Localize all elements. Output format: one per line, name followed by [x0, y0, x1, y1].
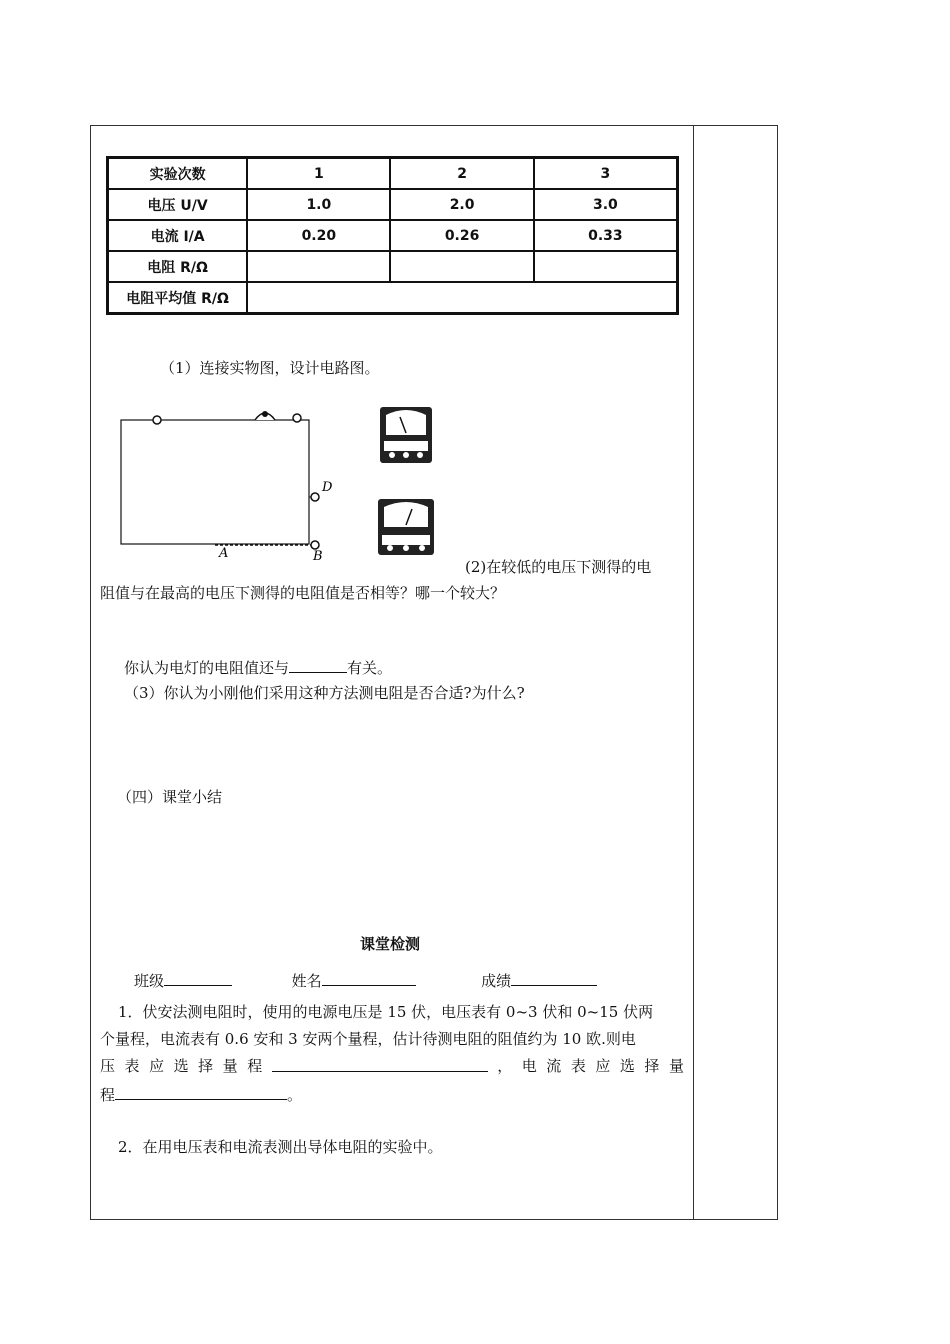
table-cell [534, 251, 678, 282]
char: 择 [198, 1057, 214, 1075]
char: 压 [100, 1057, 116, 1075]
ammeter-range-blank[interactable] [115, 1083, 287, 1100]
char: 应 [595, 1057, 611, 1075]
table-row [108, 251, 678, 282]
frame-divider [693, 125, 694, 1220]
class-label: 班级 [134, 972, 165, 990]
voltmeter-icon [376, 495, 438, 559]
char: 应 [149, 1057, 165, 1075]
table-cell: 1.0 [247, 189, 390, 220]
table-cell: 3.0 [534, 189, 678, 220]
problem-1-line2: 个量程，电流表有 0.6 安和 3 安两个量程，估计待测电阻的阻值约为 10 欧.则电 [100, 1030, 636, 1048]
row-label: 电阻平均值 R/Ω [108, 282, 248, 314]
score-label: 成绩 [481, 972, 512, 990]
question-2-fill [124, 655, 392, 681]
table-cell [247, 251, 390, 282]
char: 表 [124, 1057, 140, 1075]
table-header-cell: 实验次数 [108, 158, 248, 190]
name-field[interactable] [322, 969, 416, 986]
row-label: 电压 U/V [108, 189, 248, 220]
label-d: D [322, 480, 333, 495]
question-3: （3）你认为小刚他们采用这种方法测电阻是否合适?为什么? [124, 684, 525, 702]
table-cell: 0.26 [390, 220, 533, 251]
char: 程 [247, 1057, 263, 1075]
comma: ， [497, 1057, 513, 1075]
fill-suffix: 有关。 [347, 659, 393, 677]
answer-blank[interactable] [289, 656, 347, 673]
char: 电 [521, 1057, 537, 1075]
data-table [106, 156, 679, 315]
student-info [134, 968, 597, 994]
problem-1-line4 [100, 1082, 302, 1108]
table-cell: 0.20 [247, 220, 390, 251]
table-cell [247, 282, 677, 314]
question-2-line2: 阻值与在最高的电压下测得的电阻值是否相等？哪一个较大？ [100, 584, 506, 602]
char: 量 [668, 1057, 684, 1075]
table-cell: 2.0 [390, 189, 533, 220]
table-row [108, 158, 678, 190]
char: 流 [546, 1057, 562, 1075]
fill-prefix: 你认为电灯的电阻值还与 [124, 659, 290, 677]
char: 择 [644, 1057, 660, 1075]
row-label: 电阻 R/Ω [108, 251, 248, 282]
row-label: 电流 I/A [108, 220, 248, 251]
question-2-line1: (2)在较低的电压下测得的电 [465, 558, 652, 576]
section-summary: （四）课堂小结 [117, 788, 223, 806]
section-heading: 课堂检测 [359, 935, 420, 953]
problem-1-line1: 1．伏安法测电阻时，使用的电源电压是 15 伏，电压表有 0~3 伏和 0~15 伏两 [118, 1003, 654, 1021]
question-1: （1）连接实物图，设计电路图。 [160, 359, 380, 377]
circuit-diagram [115, 405, 345, 565]
table-header-cell: 2 [390, 158, 533, 190]
name-label: 姓名 [291, 972, 322, 990]
table-cell: 0.33 [534, 220, 678, 251]
char: 选 [173, 1057, 189, 1075]
table-row [108, 189, 678, 220]
score-field[interactable] [511, 969, 597, 986]
voltmeter-range-blank[interactable] [272, 1055, 488, 1072]
char: 程 [100, 1086, 116, 1104]
problem-1-line3 [100, 1055, 684, 1076]
table-cell [390, 251, 533, 282]
char: 表 [570, 1057, 586, 1075]
problem-2: 2．在用电压表和电流表测出导体电阻的实验中。 [118, 1138, 443, 1156]
table-row [108, 220, 678, 251]
label-a: A [219, 546, 229, 561]
table-row [108, 282, 678, 314]
table-header-cell: 1 [247, 158, 390, 190]
label-b: B [313, 549, 323, 564]
char: 选 [619, 1057, 635, 1075]
char: 量 [222, 1057, 238, 1075]
period: 。 [287, 1086, 303, 1104]
class-field[interactable] [164, 969, 232, 986]
table-header-cell: 3 [534, 158, 678, 190]
ammeter-icon [378, 403, 436, 465]
